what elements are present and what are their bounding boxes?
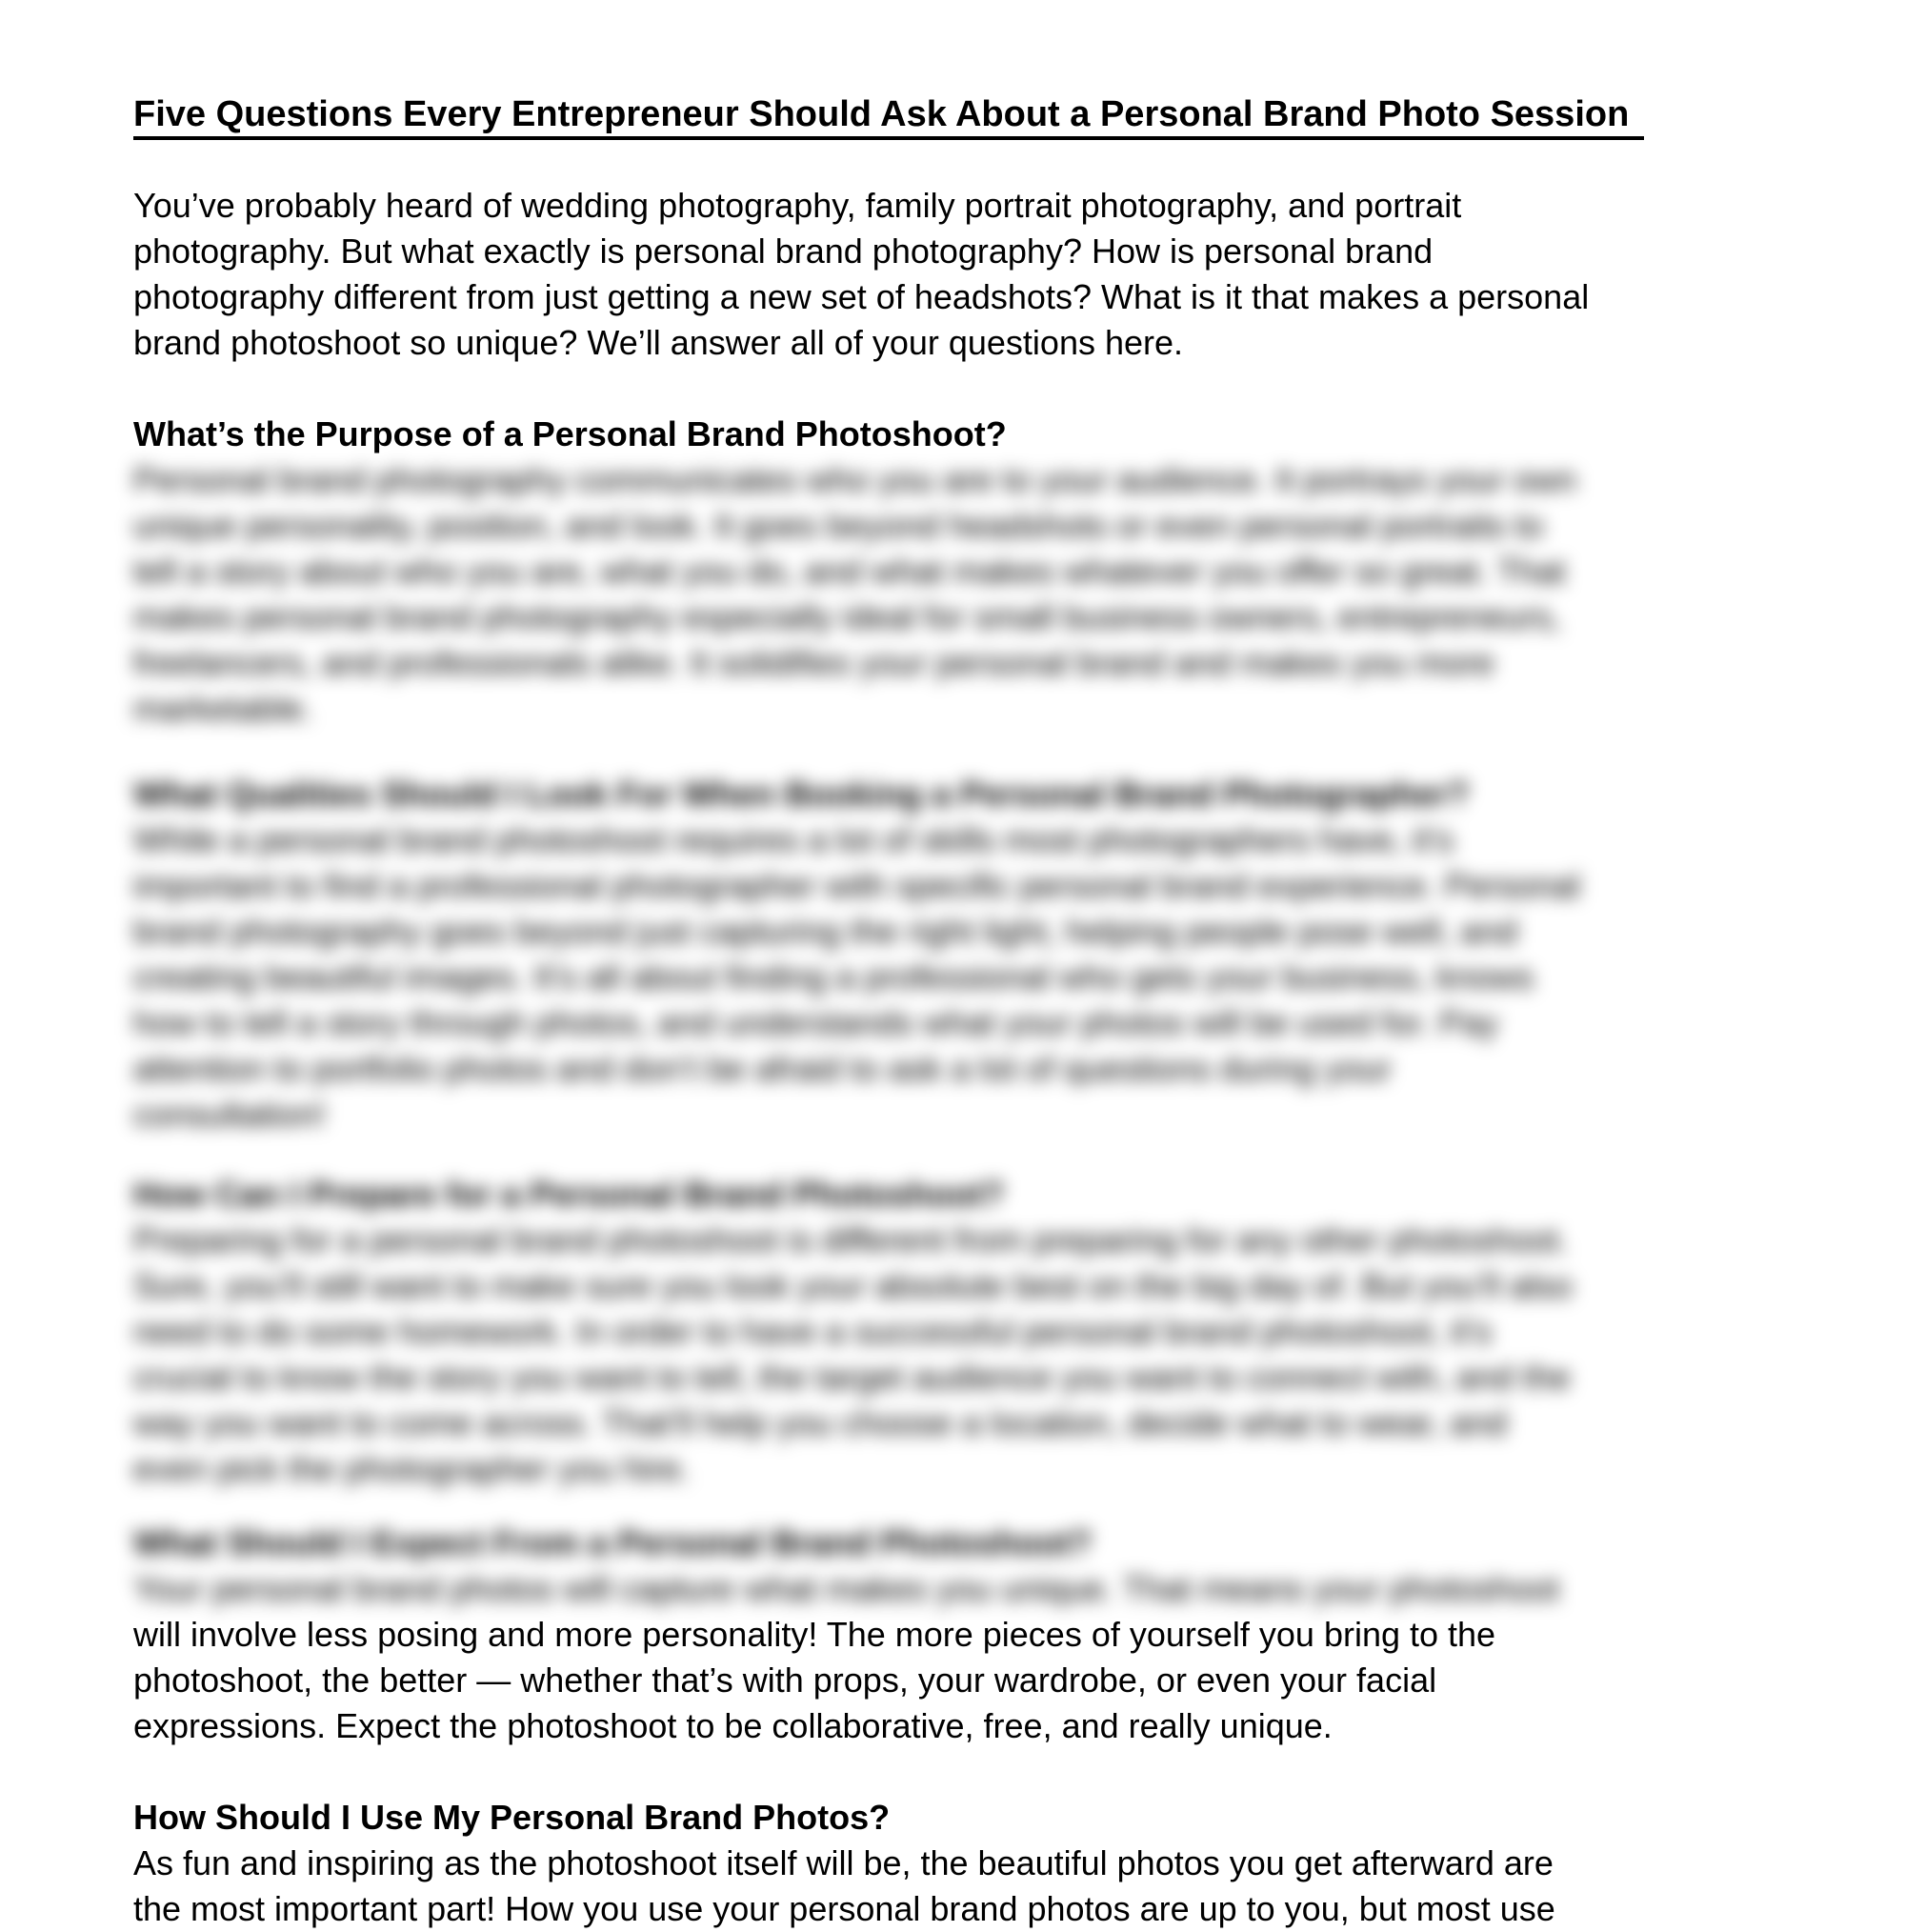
blurred-text-line: consultation! bbox=[133, 1095, 327, 1134]
blurred-text-line: how to tell a story through photos, and understands what your photos will be used for. Pay bbox=[133, 1003, 1498, 1042]
text-line: photography different from just getting a new set of headshots? What is it that makes a personal bbox=[133, 277, 1590, 316]
section-body-qualities bbox=[133, 817, 1767, 1137]
section-body-prepare bbox=[133, 1218, 1767, 1492]
text-line: As fun and inspiring as the photoshoot itself will be, the beautiful photos you get afterward are bbox=[133, 1843, 1554, 1882]
blurred-redacted-region bbox=[133, 457, 1767, 1612]
text-line: the most important part! How you use your personal brand photos are up to you, but most use bbox=[133, 1889, 1555, 1928]
blurred-text-line: Preparing for a personal brand photoshoot is different from preparing for any other photoshoot. bbox=[133, 1220, 1569, 1259]
text-line: expressions. Expect the photoshoot to be collaborative, free, and really unique. bbox=[133, 1706, 1333, 1745]
blurred-text-line: Your personal brand photos will capture what makes you unique. That means your photoshoot bbox=[133, 1569, 1559, 1608]
section-heading-qualities: What Qualities Should I Look For When Booking a Personal Brand Photographer? bbox=[133, 775, 1470, 814]
text-line: will involve less posing and more personality! The more pieces of yourself you bring to the bbox=[133, 1615, 1496, 1654]
blurred-text-line: crucial to know the story you want to tell, the target audience you want to connect with, and the bbox=[133, 1358, 1571, 1397]
text-line: You’ve probably heard of wedding photography, family portrait photography, and portrait bbox=[133, 186, 1462, 225]
blurred-text-line: makes personal brand photography especially ideal for small business owners, entrepreneurs, bbox=[133, 597, 1561, 636]
blurred-text-line: creating beautiful images. It’s all about finding a professional who gets your business, knows bbox=[133, 957, 1534, 996]
section-heading-use: How Should I Use My Personal Brand Photos? bbox=[133, 1798, 891, 1837]
blurred-text-line: unique personality, position, and look. It goes beyond headshots or even personal portraits to bbox=[133, 506, 1544, 545]
section-body-purpose bbox=[133, 457, 1767, 732]
blurred-text-line: freelancers, and professionals alike. It solidifies your personal brand and makes you more bbox=[133, 643, 1494, 682]
blurred-text-line: even pick the photographer you hire. bbox=[133, 1449, 691, 1488]
section-body-use bbox=[133, 1841, 1767, 1932]
blurred-text-line: While a personal brand photoshoot requires a lot of skills most photographers have, it’s bbox=[133, 820, 1454, 859]
section-heading-purpose: What’s the Purpose of a Personal Brand Photoshoot? bbox=[133, 414, 1007, 453]
blurred-text-line: Personal brand photography communicates who you are to your audience. It portrays your own bbox=[133, 460, 1576, 499]
section-heading-prepare: How Can I Prepare for a Personal Brand Photoshoot? bbox=[133, 1175, 1005, 1214]
blurred-text-line: marketable. bbox=[133, 689, 313, 728]
intro-paragraph bbox=[133, 183, 1767, 366]
text-line: photography. But what exactly is personal brand photography? How is personal brand bbox=[133, 231, 1434, 271]
section-body-expect-blurred-line bbox=[133, 1566, 1767, 1612]
text-line: photoshoot, the better — whether that’s with props, your wardrobe, or even your facial bbox=[133, 1660, 1437, 1700]
blurred-text-line: Sure, you’ll still want to make sure you look your absolute best on the big day of. But you’ll also bbox=[133, 1266, 1573, 1305]
blurred-text-line: tell a story about who you are, what you do, and what makes whatever you offer so great. That bbox=[133, 552, 1566, 591]
text-line: brand photoshoot so unique? We’ll answer all of your questions here. bbox=[133, 323, 1184, 362]
section-heading-expect: What Should I Expect From a Personal Brand Photoshoot? bbox=[133, 1523, 1093, 1562]
blurred-text-line: way you want to come across. That’ll help you choose a location, decide what to wear, and bbox=[133, 1403, 1508, 1442]
blurred-text-line: brand photography goes beyond just capturing the right light, helping people pose well, and bbox=[133, 912, 1518, 951]
blurred-text-line: attention to portfolio photos and don’t be afraid to ask a lot of questions during your bbox=[133, 1049, 1392, 1088]
document-title bbox=[133, 91, 1767, 137]
section-body-expect-clear bbox=[133, 1612, 1767, 1749]
document-title-text: Five Questions Every Entrepreneur Should Ask About a Personal Brand Photo Session bbox=[133, 94, 1644, 140]
blurred-text-line: need to do some homework. In order to have a successful personal brand photoshoot, it’s bbox=[133, 1312, 1493, 1351]
blurred-text-line: important to find a professional photographer with specific personal brand experience. Personal bbox=[133, 866, 1580, 905]
